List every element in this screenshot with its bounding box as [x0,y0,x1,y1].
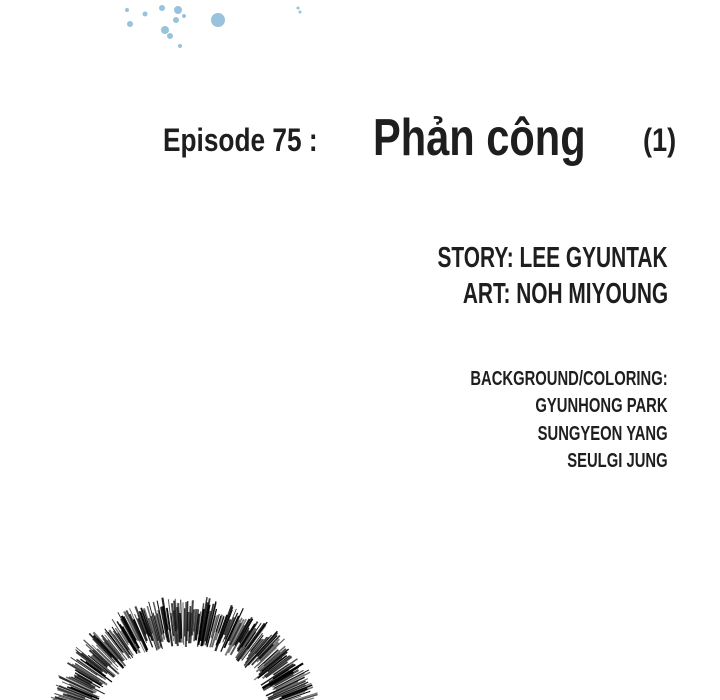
episode-title: Phản công [373,109,586,167]
speed-line-burst [48,597,318,700]
speed-line [183,602,184,644]
droplet [182,14,186,18]
droplet [127,21,133,27]
droplet [173,17,179,23]
story-credit: STORY: LEE GYUNTAK [437,242,668,274]
art-credit: ART: NOH MIYOUNG [462,278,668,310]
background-credit-name: GYUNHONG PARK [535,395,668,417]
droplet [167,33,173,39]
droplet [174,6,182,14]
droplet [297,7,300,10]
episode-label: Episode 75 : [163,122,318,158]
droplet [178,44,182,48]
background-credit-name: SUNGYEON YANG [538,423,668,445]
droplet [299,11,302,14]
episode-part: (1) [643,122,677,158]
droplet [161,26,169,34]
speed-line [188,612,189,631]
droplet [211,13,225,27]
background-credit-heading: BACKGROUND/COLORING: [470,368,668,390]
droplet [143,12,148,17]
droplet [125,8,129,12]
droplet [159,5,165,11]
water-droplets [125,5,302,48]
background-credit-name: SEULGI JUNG [567,450,668,472]
